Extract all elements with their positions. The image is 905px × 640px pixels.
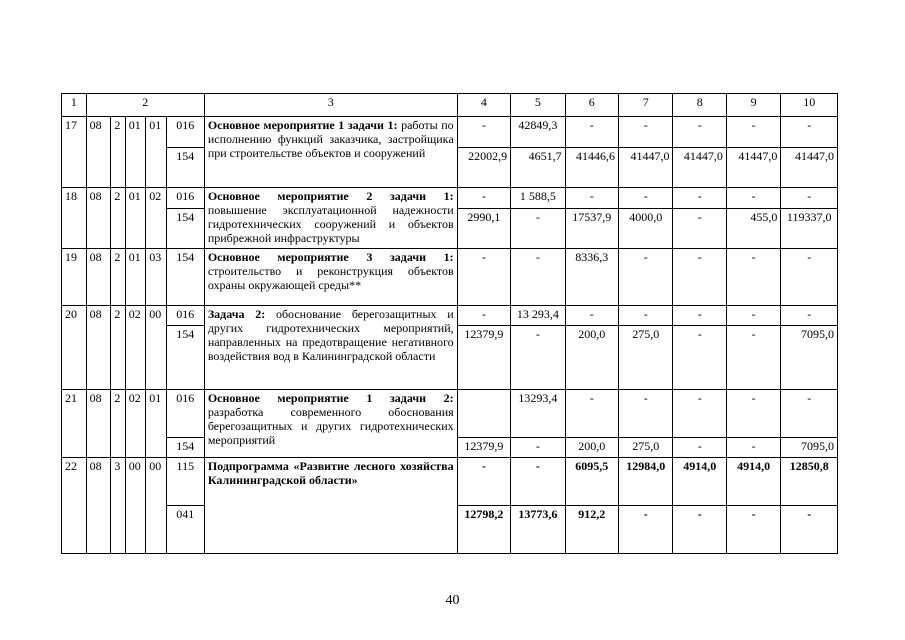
- value-cell: -: [781, 390, 838, 438]
- value-cell: -: [726, 249, 780, 306]
- value-cell: 2990,1: [457, 209, 510, 249]
- value-cell: -: [781, 188, 838, 209]
- code-cell: 01: [125, 117, 146, 188]
- code-cell: 08: [86, 306, 111, 390]
- code-cell: 08: [86, 390, 111, 458]
- value-cell: -: [781, 506, 838, 554]
- row-number: 20: [62, 306, 87, 390]
- code-cell: 2: [111, 306, 125, 390]
- value-cell: 4914,0: [673, 458, 726, 506]
- value-cell: -: [673, 390, 726, 438]
- source-code: 115: [166, 458, 204, 506]
- source-code: 154: [166, 438, 204, 458]
- code-cell: 02: [125, 390, 146, 458]
- header-cell: 3: [204, 94, 457, 117]
- value-cell: -: [457, 306, 510, 326]
- code-cell: 02: [125, 306, 146, 390]
- value-cell: -: [673, 326, 726, 390]
- activity-description: [204, 306, 457, 390]
- code-cell: 01: [146, 390, 167, 458]
- value-cell: -: [619, 506, 673, 554]
- value-cell: -: [511, 458, 565, 506]
- source-code: 154: [166, 249, 204, 306]
- code-cell: 03: [146, 249, 167, 306]
- code-cell: 00: [146, 306, 167, 390]
- table-row: [62, 249, 838, 306]
- value-cell: -: [726, 326, 780, 390]
- value-cell: -: [673, 506, 726, 554]
- page-number: 40: [445, 593, 460, 608]
- value-cell: -: [511, 249, 565, 306]
- activity-description: [204, 117, 457, 188]
- code-cell: 08: [86, 458, 111, 554]
- header-cell: 10: [781, 94, 838, 117]
- value-cell: 455,0: [726, 209, 780, 249]
- header-cell: 5: [511, 94, 565, 117]
- value-cell: 13773,6: [511, 506, 565, 554]
- value-cell: -: [511, 326, 565, 390]
- value-cell: [457, 390, 510, 438]
- code-cell: 2: [111, 117, 125, 188]
- value-cell: 12984,0: [619, 458, 673, 506]
- value-cell: 12379,9: [457, 438, 510, 458]
- value-cell: -: [619, 390, 673, 438]
- value-cell: 17537,9: [565, 209, 618, 249]
- value-cell: -: [726, 390, 780, 438]
- code-cell: 2: [111, 188, 125, 249]
- code-cell: 2: [111, 390, 125, 458]
- value-cell: 8336,3: [565, 249, 618, 306]
- activity-description: [204, 458, 457, 554]
- value-cell: -: [565, 188, 618, 209]
- value-cell: -: [726, 438, 780, 458]
- value-cell: 41446,6: [565, 148, 618, 188]
- value-cell: 12850,8: [781, 458, 838, 506]
- value-cell: -: [726, 306, 780, 326]
- value-cell: -: [673, 209, 726, 249]
- value-cell: 200,0: [565, 438, 618, 458]
- source-code: 041: [166, 506, 204, 554]
- value-cell: -: [781, 249, 838, 306]
- header-cell: 1: [62, 94, 87, 117]
- value-cell: -: [673, 306, 726, 326]
- activity-text: строительство и реконструкция объектов охраны окружающей среды**: [207, 264, 454, 292]
- code-cell: 02: [146, 188, 167, 249]
- activity-title: Основное мероприятие 3 задачи 1:: [207, 250, 454, 264]
- source-code: 016: [166, 117, 204, 148]
- activity-title: Основное мероприятие 2 задачи 1:: [207, 189, 454, 203]
- value-cell: 275,0: [619, 438, 673, 458]
- value-cell: 41447,0: [781, 148, 838, 188]
- value-cell: 41447,0: [619, 148, 673, 188]
- value-cell: 119337,0: [781, 209, 838, 249]
- value-cell: 12379,9: [457, 326, 510, 390]
- source-code: 154: [166, 148, 204, 188]
- activity-description: [204, 249, 457, 306]
- value-cell: -: [565, 306, 618, 326]
- activity-title: Основное мероприятие 1 задачи 1:: [207, 118, 398, 132]
- row-number: 19: [62, 249, 87, 306]
- header-cell: 8: [673, 94, 726, 117]
- row-number: 18: [62, 188, 87, 249]
- source-code: 154: [166, 326, 204, 390]
- value-cell: -: [619, 117, 673, 148]
- value-cell: -: [673, 117, 726, 148]
- header-row: [62, 94, 838, 117]
- value-cell: -: [619, 188, 673, 209]
- value-cell: 1 588,5: [511, 188, 565, 209]
- value-cell: -: [673, 188, 726, 209]
- table-row: [62, 458, 838, 506]
- activity-text: обоснование берегозащитных и других гидротехнических мероприятий, направленных на предотвращение негативного воздействия вод в Калининградской области: [207, 307, 454, 363]
- code-cell: 08: [86, 249, 111, 306]
- value-cell: -: [726, 506, 780, 554]
- activity-description: [204, 188, 457, 249]
- header-cell: 6: [565, 94, 618, 117]
- code-cell: 00: [146, 458, 167, 554]
- value-cell: 7095,0: [781, 326, 838, 390]
- value-cell: 42849,3: [511, 117, 565, 148]
- code-cell: 01: [125, 249, 146, 306]
- header-cell: 4: [457, 94, 510, 117]
- value-cell: -: [457, 117, 510, 148]
- value-cell: -: [726, 188, 780, 209]
- code-cell: 01: [125, 188, 146, 249]
- value-cell: -: [781, 306, 838, 326]
- source-code: 016: [166, 306, 204, 326]
- activity-title: Основное мероприятие 1 задачи 2:: [207, 391, 454, 405]
- value-cell: -: [619, 306, 673, 326]
- value-cell: -: [781, 117, 838, 148]
- value-cell: 22002,9: [457, 148, 510, 188]
- activity-description: [204, 390, 457, 458]
- value-cell: -: [457, 188, 510, 209]
- row-number: 21: [62, 390, 87, 458]
- value-cell: -: [619, 249, 673, 306]
- source-code: 016: [166, 390, 204, 438]
- value-cell: 41447,0: [673, 148, 726, 188]
- value-cell: -: [673, 249, 726, 306]
- budget-table: [61, 93, 838, 554]
- value-cell: -: [511, 438, 565, 458]
- value-cell: -: [457, 458, 510, 506]
- table-row: [62, 117, 838, 148]
- value-cell: 6095,5: [565, 458, 618, 506]
- value-cell: -: [565, 390, 618, 438]
- value-cell: 912,2: [565, 506, 618, 554]
- value-cell: 7095,0: [781, 438, 838, 458]
- header-cell: 7: [619, 94, 673, 117]
- code-cell: 3: [111, 458, 125, 554]
- table-row: [62, 390, 838, 438]
- value-cell: 200,0: [565, 326, 618, 390]
- code-cell: 00: [125, 458, 146, 554]
- row-number: 22: [62, 458, 87, 554]
- code-cell: 2: [111, 249, 125, 306]
- source-code: 154: [166, 209, 204, 249]
- code-cell: 01: [146, 117, 167, 188]
- value-cell: -: [673, 438, 726, 458]
- activity-text: разработка современного обоснования берегозащитных и других гидротехнических мероприятий: [207, 405, 454, 447]
- value-cell: 13293,4: [511, 390, 565, 438]
- value-cell: 41447,0: [726, 148, 780, 188]
- table-row: [62, 306, 838, 326]
- value-cell: -: [726, 117, 780, 148]
- activity-title: Подпрограмма «Развитие лесного хозяйства Калининградской области»: [207, 459, 454, 487]
- value-cell: 12798,2: [457, 506, 510, 554]
- header-cell: 9: [726, 94, 780, 117]
- value-cell: 13 293,4: [511, 306, 565, 326]
- code-cell: 08: [86, 117, 111, 188]
- activity-title: Задача 2:: [207, 307, 266, 321]
- activity-text: работы по исполнению функций заказчика, застройщика при строительстве объектов и сооружений: [207, 118, 454, 160]
- value-cell: 4000,0: [619, 209, 673, 249]
- value-cell: 275,0: [619, 326, 673, 390]
- value-cell: -: [511, 209, 565, 249]
- code-cell: 08: [86, 188, 111, 249]
- value-cell: 4914,0: [726, 458, 780, 506]
- source-code: 016: [166, 188, 204, 209]
- value-cell: 4651,7: [511, 148, 565, 188]
- value-cell: -: [457, 249, 510, 306]
- header-cell: 2: [86, 94, 204, 117]
- table-row: [62, 188, 838, 209]
- row-number: 17: [62, 117, 87, 188]
- value-cell: -: [565, 117, 618, 148]
- activity-text: повышение эксплуатационной надежности гидротехнических сооружений и объектов прибрежной инфраструктуры: [207, 203, 454, 245]
